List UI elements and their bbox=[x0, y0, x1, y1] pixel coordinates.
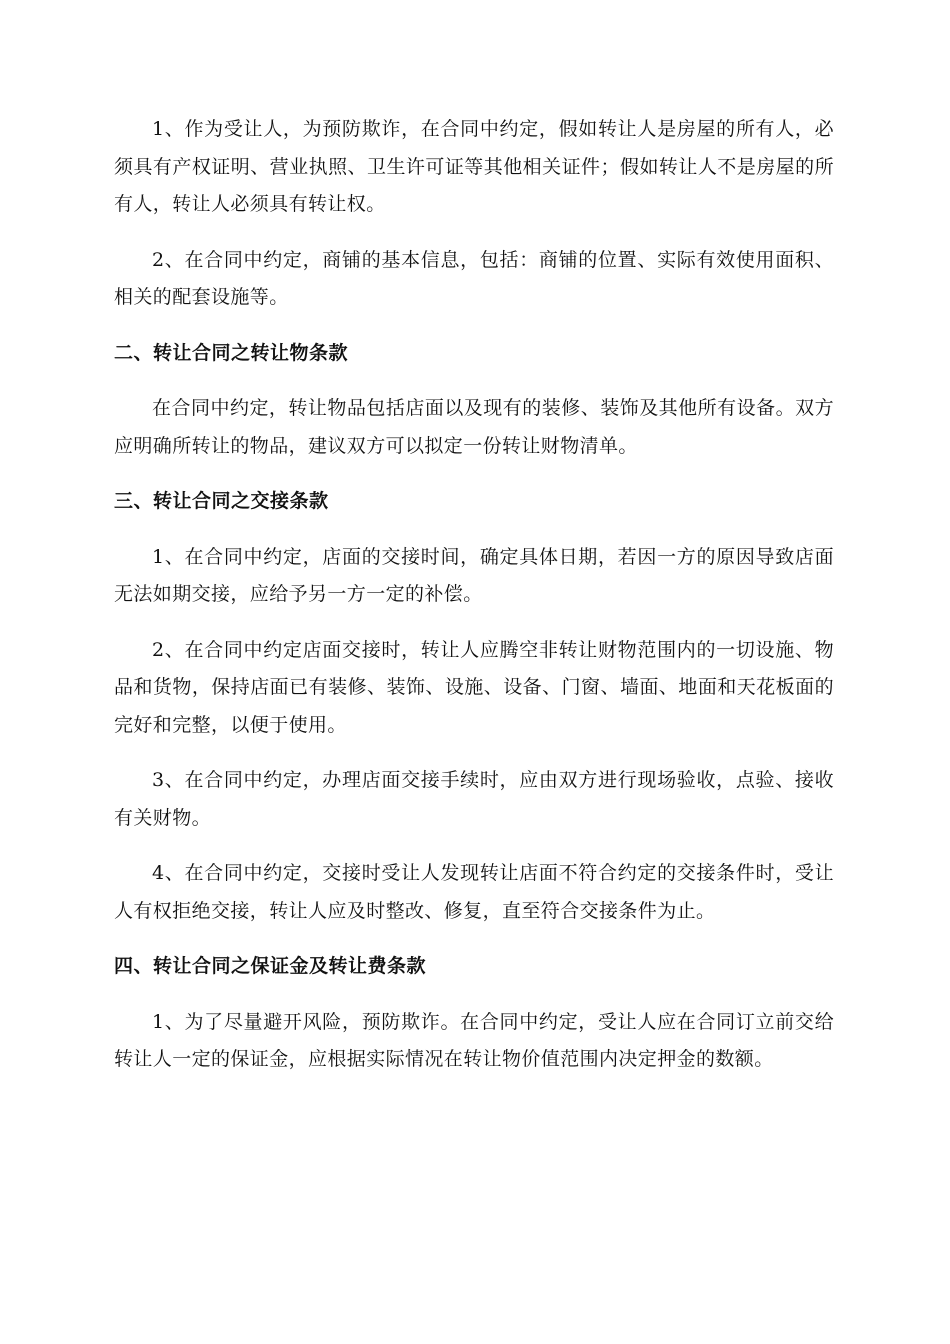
paragraph-handover-rejection: 4、在合同中约定，交接时受让人发现转让店面不符合约定的交接条件时，受让人有权拒绝交接，转让人应及时整改、修复，直至符合交接条件为止。 bbox=[114, 862, 834, 922]
paragraph-handover-time: 1、在合同中约定，店面的交接时间，确定具体日期，若因一方的原因导致店面无法如期交接，应给予另一方一定的补偿。 bbox=[114, 545, 834, 605]
paragraph-identity-proof: 1、作为受让人，为预防欺诈，在合同中约定，假如转让人是房屋的所有人，必须具有产权证明、营业执照、卫生许可证等其他相关证件；假如转让人不是房屋的所有人，转让人必须具有转让权。 bbox=[114, 118, 834, 215]
section-heading-handover: 三、转让合同之交接条款 bbox=[114, 490, 329, 512]
paragraph-deposit: 1、为了尽量避开风险，预防欺诈。在合同中约定，受让人应在合同订立前交给转让人一定的保证金，应根据实际情况在转让物价值范围内决定押金的数额。 bbox=[114, 1010, 834, 1070]
section-heading-transfer-items: 二、转让合同之转让物条款 bbox=[114, 341, 349, 364]
document-page bbox=[114, 111, 834, 1097]
paragraph-transfer-items: 在合同中约定，转让物品包括店面以及现有的装修、装饰及其他所有设备。双方应明确所转让的物品，建议双方可以拟定一份转让财物清单。 bbox=[114, 397, 834, 457]
paragraph-handover-inspection: 3、在合同中约定，办理店面交接手续时，应由双方进行现场验收，点验、接收有关财物。 bbox=[114, 769, 834, 829]
paragraph-shop-info: 2、在合同中约定，商铺的基本信息，包括：商铺的位置、实际有效使用面积、相关的配套设施等。 bbox=[114, 248, 834, 308]
paragraph-handover-clearing: 2、在合同中约定店面交接时，转让人应腾空非转让财物范围内的一切设施、物品和货物，保持店面已有装修、装饰、设施、设备、门窗、墙面、地面和天花板面的完好和完整，以便于使用。 bbox=[114, 638, 834, 736]
section-heading-deposit-fee: 四、转让合同之保证金及转让费条款 bbox=[114, 955, 427, 977]
